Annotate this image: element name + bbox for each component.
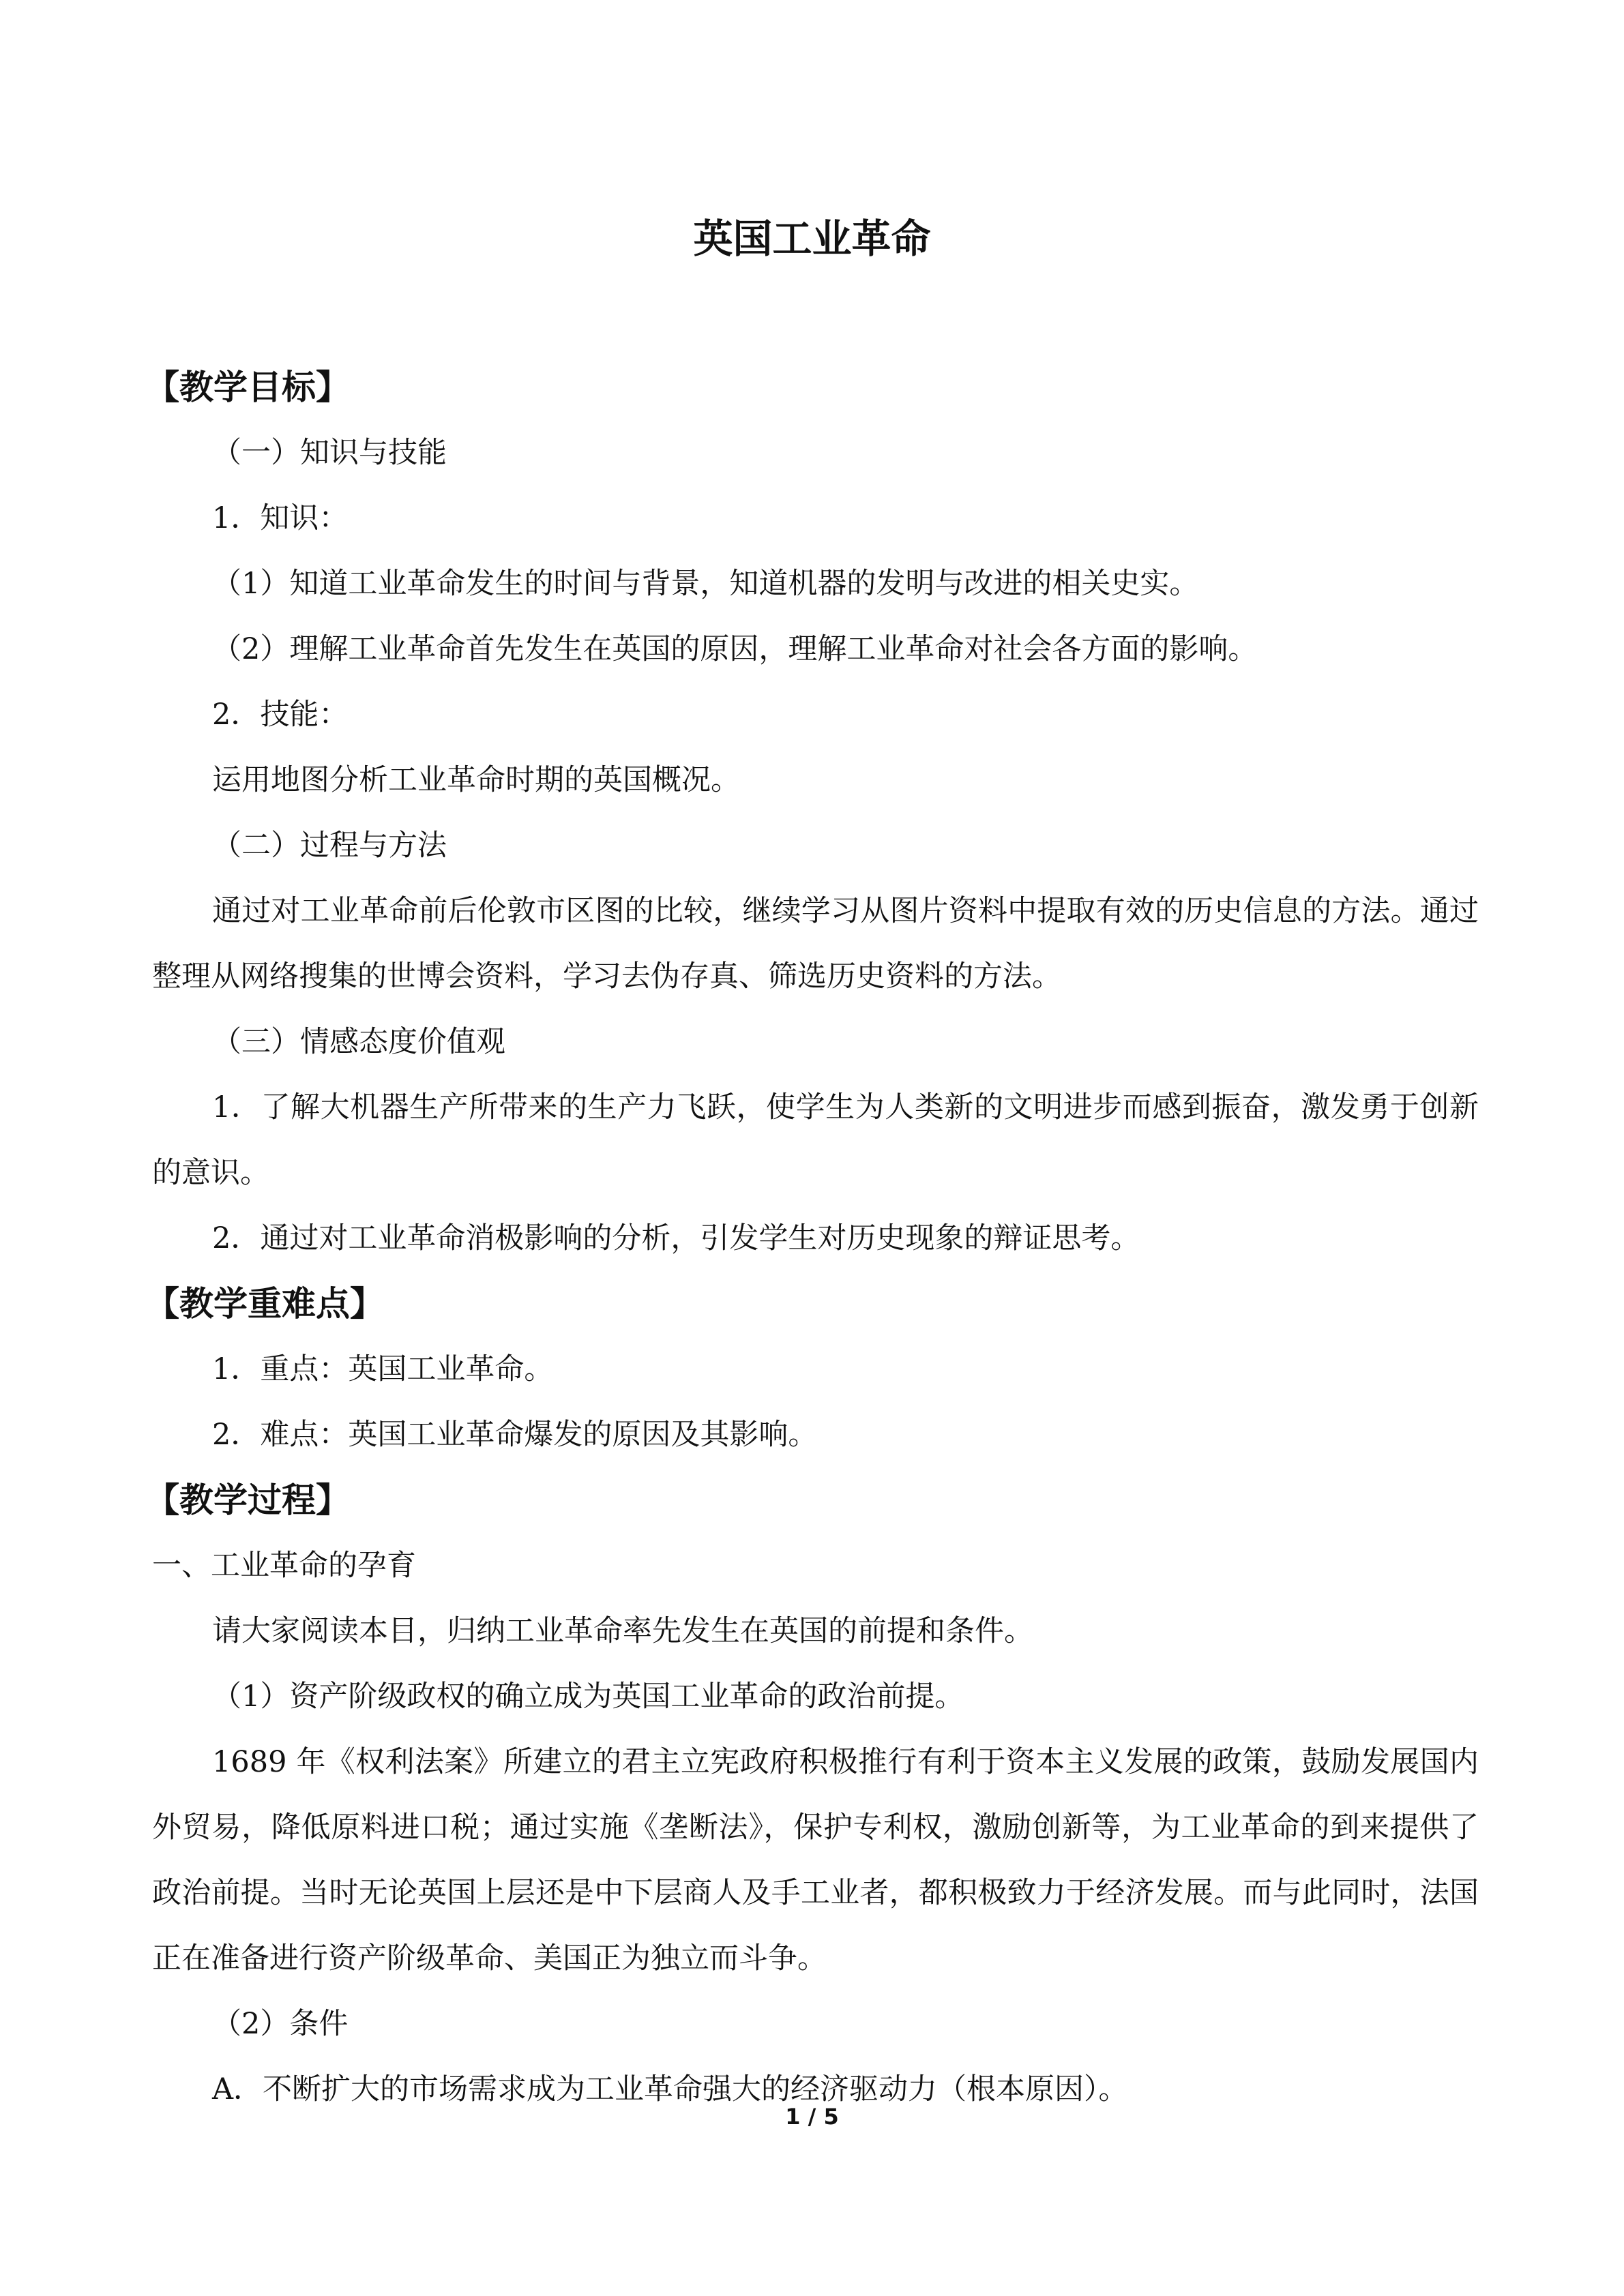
paragraph: （二）过程与方法	[212, 829, 447, 863]
paragraph: （三）情感态度价值观	[212, 1025, 505, 1059]
paragraph: （2）条件	[212, 2007, 349, 2041]
paragraph: 1．重点：英国工业革命。	[212, 1352, 554, 1386]
paragraph: 2．难点：英国工业革命爆发的原因及其影响。	[212, 1418, 818, 1452]
paragraph: 2．技能：	[212, 698, 349, 732]
paragraph: 请大家阅读本目，归纳工业革命率先发生在英国的前提和条件。	[212, 1614, 1033, 1648]
paragraph: 一、工业革命的孕育	[152, 1549, 416, 1583]
paragraph: 1689 年《权利法案》所建立的君主立宪政府积极推行有利于资本主义发展的政策，鼓励发展国内外贸易，降低原料进口税；通过实施《垄断法》，保护专利权，激励创新等，为工业革命的到来提供了政治前提。当时无论英国上层还是中下层商人及手工业者，都积极致力于经济发展。而与此同时，法国正在准备进行资产阶级革命、美国正为独立而斗争。	[152, 1745, 1479, 1976]
section-heading-process: 【教学过程】	[145, 1480, 350, 1520]
paragraph: （一）知识与技能	[212, 436, 447, 470]
page-number: 1 / 5	[785, 2104, 839, 2130]
paragraph: 通过对工业革命前后伦敦市区图的比较，继续学习从图片资料中提取有效的历史信息的方法。通过整理从网络搜集的世博会资料，学习去伪存真、筛选历史资料的方法。	[152, 894, 1479, 994]
paragraph: 2．通过对工业革命消极影响的分析，引发学生对历史现象的辩证思考。	[212, 1221, 1140, 1255]
paragraph: A．不断扩大的市场需求成为工业革命强大的经济驱动力（根本原因）。	[212, 2072, 1128, 2106]
section-heading-keypoints: 【教学重难点】	[145, 1284, 384, 1324]
document-body	[145, 355, 1479, 2122]
paragraph: （2）理解工业革命首先发生在英国的原因，理解工业革命对社会各方面的影响。	[212, 632, 1258, 666]
paragraph: （1）资产阶级政权的确立成为英国工业革命的政治前提。	[212, 1680, 964, 1714]
paragraph: 运用地图分析工业革命时期的英国概况。	[212, 763, 740, 797]
section-heading-goals: 【教学目标】	[145, 368, 350, 407]
document-title: 英国工业革命	[693, 215, 931, 262]
paragraph: 1．知识：	[212, 501, 349, 535]
paragraph: （1）知道工业革命发生的时间与背景，知道机器的发明与改进的相关史实。	[212, 567, 1199, 601]
paragraph: 1．了解大机器生产所带来的生产力飞跃，使学生为人类新的文明进步而感到振奋，激发勇于创新的意识。	[152, 1090, 1479, 1190]
